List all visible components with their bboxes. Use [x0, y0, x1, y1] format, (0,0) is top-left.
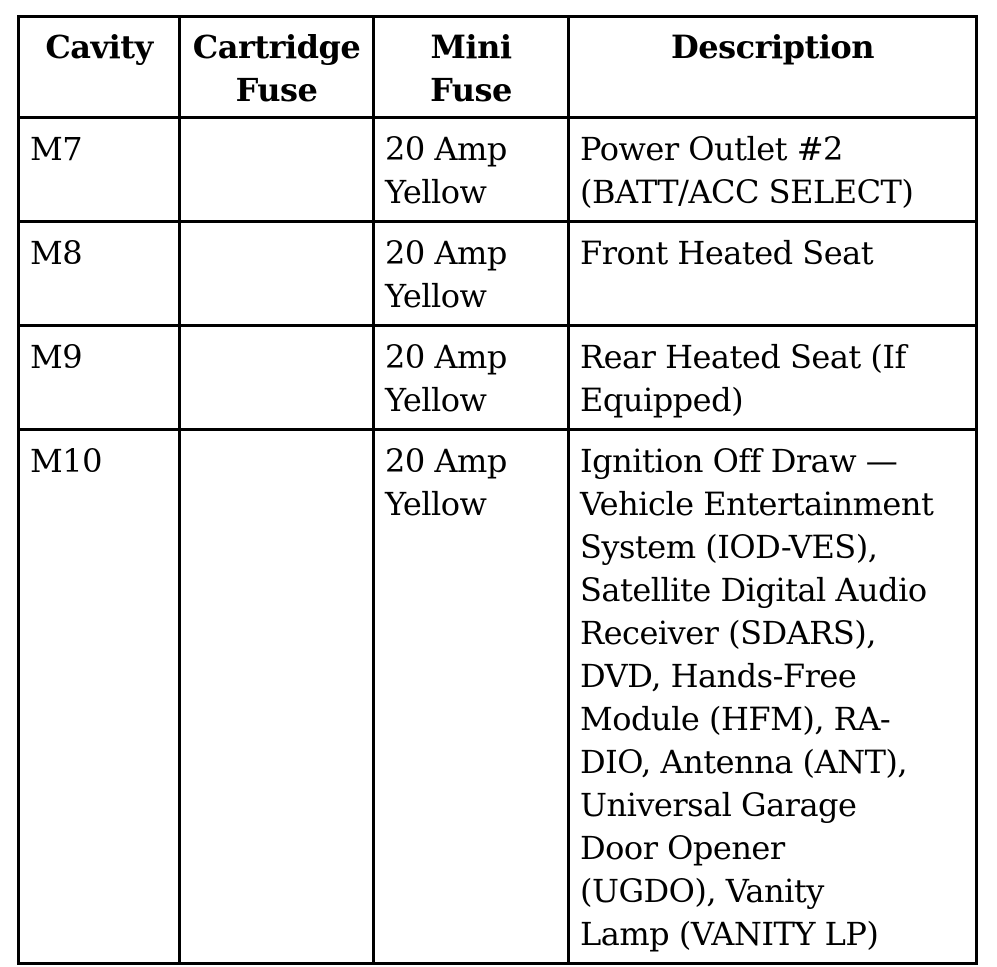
- cell-description: Rear Heated Seat (If Equipped): [569, 326, 977, 430]
- fuse-table: [17, 15, 978, 965]
- header-description-line: Description: [670, 28, 875, 66]
- table-row: [19, 430, 977, 964]
- header-mini-fuse-line-2: Fuse: [430, 71, 512, 109]
- cell-cavity: M9: [19, 326, 180, 430]
- header-cavity: [19, 17, 180, 118]
- header-cartridge-fuse: [180, 17, 374, 118]
- header-mini-fuse: [374, 17, 569, 118]
- cell-cartridge-fuse: [180, 326, 374, 430]
- cell-cartridge-fuse: [180, 222, 374, 326]
- header-mini-fuse-line-1: Mini: [430, 28, 512, 66]
- cell-cartridge-fuse: [180, 118, 374, 222]
- table-row: [19, 118, 977, 222]
- cell-cartridge-fuse: [180, 430, 374, 964]
- header-cartridge-fuse-line-1: Cartridge: [192, 28, 361, 66]
- cell-mini-fuse: 20 Amp Yellow: [374, 430, 569, 964]
- cell-mini-fuse: 20 Amp Yellow: [374, 118, 569, 222]
- cell-mini-fuse: 20 Amp Yellow: [374, 326, 569, 430]
- cell-cavity: M8: [19, 222, 180, 326]
- header-row: [19, 17, 977, 118]
- header-cavity-line: Cavity: [45, 28, 153, 66]
- cell-description: Ignition Off Draw — Vehicle Entertainment System (IOD-VES), Satellite Digital Audio Receiver (SDARS), DVD, Hands-Free Module (HFM), RA- DIO, Antenna (ANT), Universal Garage Door Opener (UGDO), Vanity Lamp (VANITY LP): [569, 430, 977, 964]
- cell-cavity: M10: [19, 430, 180, 964]
- cell-cavity: M7: [19, 118, 180, 222]
- header-cartridge-fuse-line-2: Fuse: [235, 71, 318, 109]
- cell-description: Front Heated Seat: [569, 222, 977, 326]
- cell-description: Power Outlet #2 (BATT/ACC SELECT): [569, 118, 977, 222]
- table-row: [19, 222, 977, 326]
- header-description: [569, 17, 977, 118]
- table-row: [19, 326, 977, 430]
- cell-mini-fuse: 20 Amp Yellow: [374, 222, 569, 326]
